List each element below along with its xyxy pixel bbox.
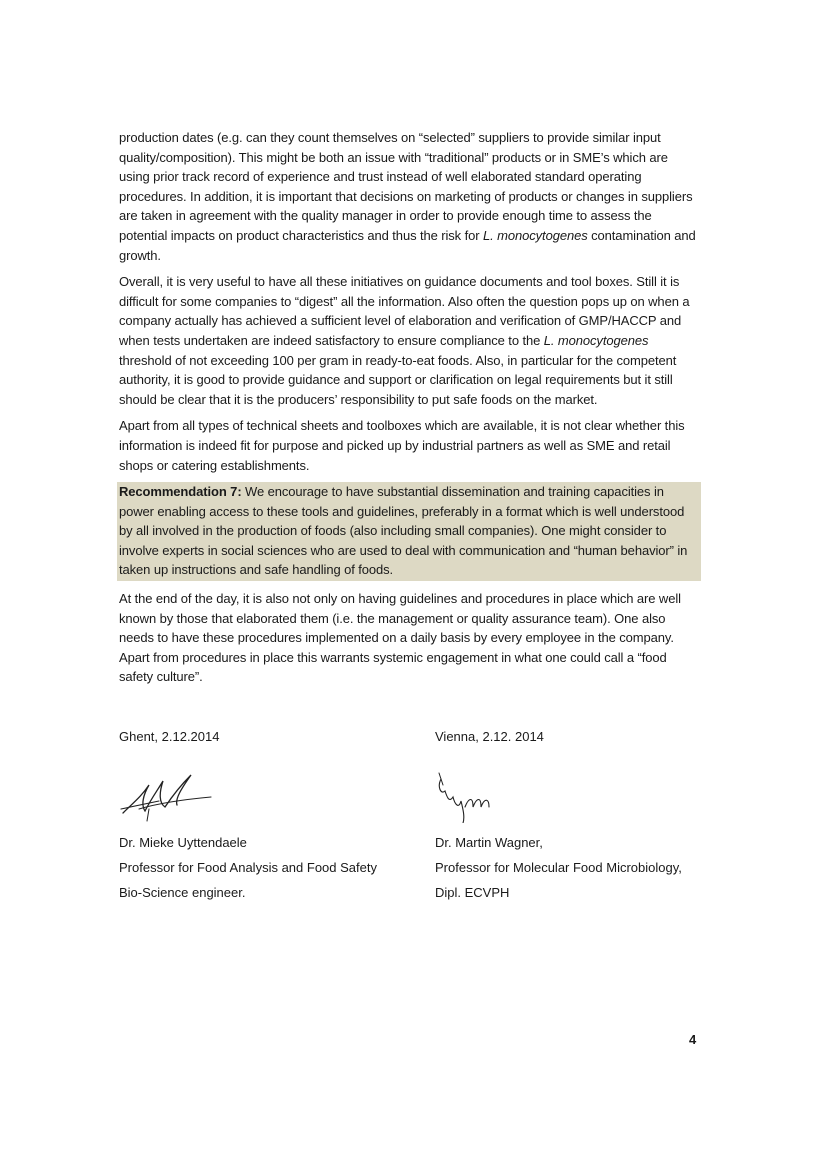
signatory-title-line: Professor for Molecular Food Microbiology, [435, 860, 682, 875]
signatory-title-line: Bio-Science engineer. [119, 885, 246, 900]
signatory-name: Dr. Mieke Uyttendaele [119, 835, 247, 850]
document-body [119, 128, 699, 694]
signatory-title-line: Professor for Food Analysis and Food Safety [119, 860, 377, 875]
closing-paragraph: At the end of the day, it is also not only on having guidelines and procedures in place which are well known by those that elaborated them (i.e. the management or quality assurance team). One also needs to have these procedures implemented on a daily basis by every employee in the company. Apart from procedures in place this warrants systemic engagement in what one could call a “food safety culture”. [119, 591, 681, 685]
paragraph-text: threshold of not exceeding 100 per gram in ready-to-eat foods. Also, in particular for the competent authority, it is good to provide guidance and support or clarification on legal requirements but it still should be clear that it is the producers’ responsibility to put safe foods on the market. [119, 352, 677, 407]
paragraph-list [119, 128, 699, 475]
body-paragraph [119, 128, 699, 265]
recommendation-label: Recommendation 7: [119, 484, 242, 500]
place-date-ghent: Ghent, 2.12.2014 [119, 729, 220, 744]
signature-uyttendaele [119, 751, 419, 823]
recommendation-text: We encourage to have substantial dissemination and training capacities in power enabling access to these tools and guidelines, preferably in a format which is well understood by all involved in the production of foods (also including small companies). One might consider to involve experts in social sciences who are used to deal with communication and “human behavior” in taken up instructions and safe handling of foods. [119, 484, 688, 578]
species-name: L. monocytogenes [543, 332, 649, 348]
recommendation-box [117, 482, 701, 581]
paragraph-text: Overall, it is very useful to have all these initiatives on guidance documents and tool boxes. Still it is difficult for some companies to “digest” all the information. Also often the question pops up on when a company actually has achieved a sufficient level of elaboration and verification of GMP/HACCP and when tests undertaken are indeed satisfactory to ensure compliance to the [119, 274, 690, 348]
signatory-name: Dr. Martin Wagner, [435, 835, 543, 850]
body-paragraph [119, 416, 699, 475]
paragraph-text: Apart from all types of technical sheets and toolboxes which are available, it is not clear whether this information is indeed fit for purpose and picked up by industrial partners as well as SME and retail shops or catering establishments. [119, 418, 685, 473]
signatory-title-line: Dipl. ECVPH [435, 885, 510, 900]
species-name: L. monocytogenes [482, 227, 588, 243]
page-number: 4 [689, 1032, 697, 1047]
signatory-left [119, 727, 419, 908]
paragraph-text: production dates (e.g. can they count themselves on “selected” suppliers to provide similar input quality/composition). This might be both an issue with “traditional” products or in SME’s which are using prior track record of experience and trust instead of well elaborated standard operating procedures. In addition, it is important that decisions on marketing of products or changes in suppliers are taken in agreement with the quality manager in order to provide enough time to assess the potential impacts on product characteristics and thus the risk for [119, 130, 693, 243]
body-paragraph [119, 272, 699, 409]
paragraph-text: contamination and growth. [119, 227, 696, 263]
place-date-vienna: Vienna, 2.12. 2014 [435, 729, 544, 744]
signatory-right [435, 727, 735, 908]
signature-wagner [435, 751, 735, 823]
